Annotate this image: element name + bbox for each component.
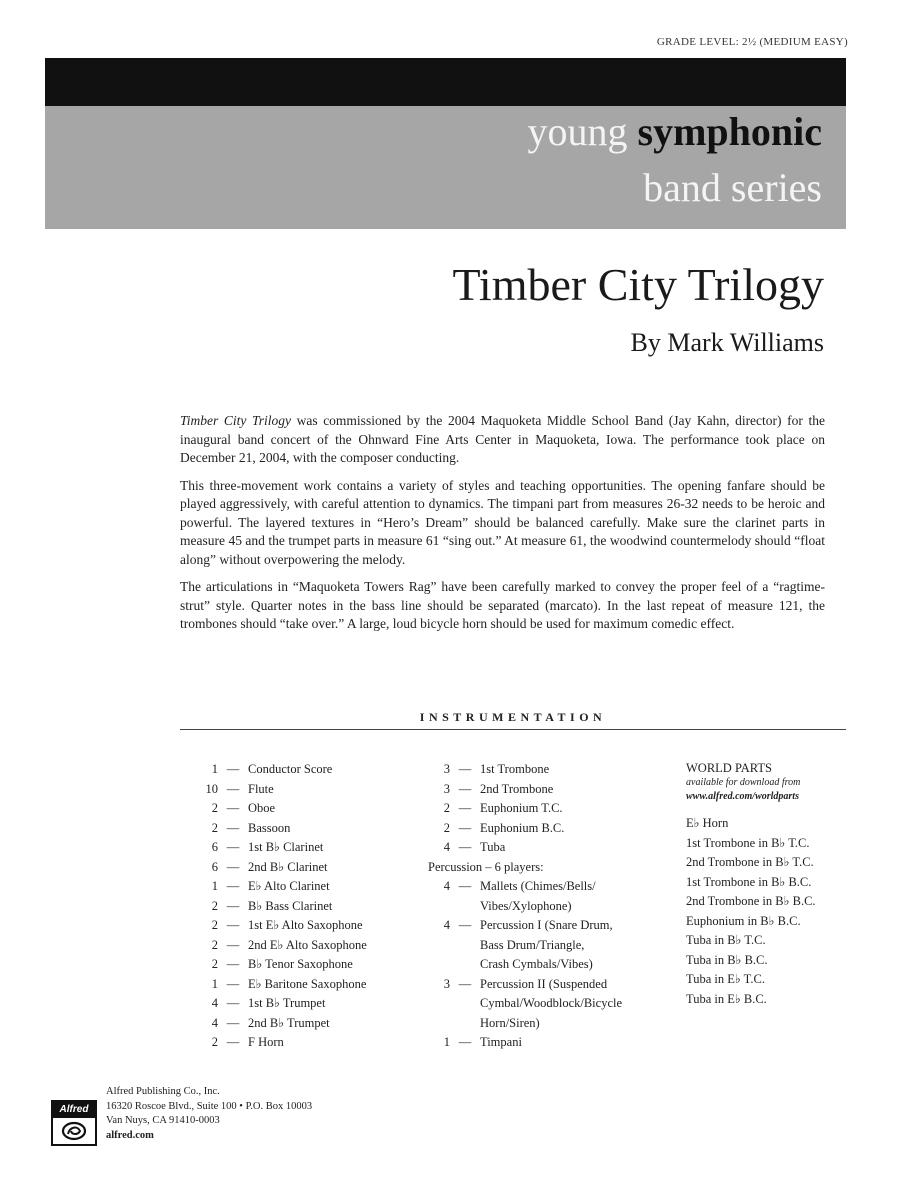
dash: — [226,879,240,893]
instrument-name: Euphonium T.C. [480,801,563,815]
instrument-count: 4 [443,918,450,932]
instrument-count: 2 [211,937,218,952]
publisher-website[interactable]: alfred.com [106,1129,154,1141]
instrument-row [428,780,622,800]
logo-text: Alfred [53,1102,95,1118]
instrument-count: 10 [205,781,218,796]
instrument-name: E♭ Alto Clarinet [248,879,330,893]
instrument-count: 2 [443,820,450,835]
instrument-name: Tuba [480,840,506,854]
alfred-logo [51,1100,97,1146]
dash: — [226,937,240,952]
dash: — [226,976,240,991]
instrument-row [196,858,367,878]
instrument-name: 2nd B♭ Trumpet [248,1015,330,1030]
instrument-row [196,955,367,975]
instrument-name: 1st B♭ Trumpet [248,996,326,1010]
dash: — [226,996,240,1010]
instrument-row [196,799,367,819]
instrument-row [196,1014,367,1034]
instrument-name: Oboe [248,801,276,815]
dash: — [226,918,240,932]
instrument-name: 1st E♭ Alto Saxophone [248,918,363,932]
world-part-item: 1st Trombone in B♭ T.C. [686,835,810,850]
instrument-name: 2nd E♭ Alto Saxophone [248,937,367,952]
instrument-name: Timpani [480,1035,522,1049]
description-paragraph-2: This three-movement work contains a variety of styles and teaching opportunities. The opening fanfare should be played aggressively, with careful attention to dynamics. The timpani part from measures 26-32 needs to be heroic and powerful. The layered textures in “Hero’s Dream” should be balanced carefully. Make sure the clarinet parts in measure 45 and the trumpet parts in measure 61 “sing out.” At measure 61, the woodwind countermelody should “float along” without overpowering the melody. [180,477,825,567]
dash: — [226,820,240,835]
composer: By Mark Williams [630,328,824,357]
instrument-continuation: Crash Cymbals/Vibes) [480,957,593,971]
instrument-row [196,819,367,839]
series-title-line2: band series [643,165,822,210]
series-banner [45,106,846,229]
publisher-address-2: Van Nuys, CA 91410-0003 [106,1115,220,1126]
dash: — [226,762,240,776]
publisher-address-1: 16320 Roscoe Blvd., Suite 100 • P.O. Box 10003 [106,1100,313,1112]
dash: — [458,879,472,893]
instrument-row [428,760,622,780]
dash: — [458,840,472,854]
instrument-row [428,799,622,819]
world-parts [686,760,816,1009]
world-part-item: 2nd Trombone in B♭ B.C. [686,894,816,908]
description-p1-text: was commissioned by the 2004 Maquoketa Middle School Band (Jay Kahn, director) for the inaugural band concert of the Ohnward Fine Arts Center in Maquoketa, Iowa. The performance took place on December 21, 2004, with the composer conducting. [180,413,825,465]
dash: — [458,820,472,835]
instrument-name: Mallets (Chimes/Bells/ [480,879,596,893]
series-light: young [527,109,628,154]
instrument-count: 2 [211,918,218,932]
logo-mark-icon [61,1121,87,1141]
world-parts-note: available for download from [686,777,801,788]
dash: — [458,1035,472,1049]
instrument-row [196,838,367,858]
percussion-label: Percussion – 6 players: [428,859,544,874]
instrument-row [196,877,367,897]
title-italic: Timber City Trilogy [180,413,291,428]
world-parts-heading: WORLD PARTS [686,761,772,775]
world-part-item: Euphonium in B♭ B.C. [686,913,801,928]
world-parts-list [686,814,816,1009]
instrument-name: Euphonium B.C. [480,820,565,835]
world-parts-link[interactable]: www.alfred.com/worldparts [686,791,799,802]
instrument-continuation: Cymbal/Woodblock/Bicycle [480,996,623,1010]
world-part-item: Tuba in E♭ T.C. [686,972,765,986]
instrument-count: 4 [443,840,450,854]
dash: — [458,976,472,991]
instrument-name: F Horn [248,1035,284,1049]
instrument-name: Flute [248,781,274,796]
instrument-name: 2nd B♭ Clarinet [248,859,328,874]
instrument-name: Percussion I (Snare Drum, [480,918,613,932]
instrumentation-heading: INSTRUMENTATION [419,710,607,724]
dash: — [226,781,240,796]
grade-level: GRADE LEVEL: 2½ (MEDIUM EASY) [656,36,848,48]
instrument-count: 1 [211,762,218,776]
header-banner-black [45,58,846,106]
instrument-row [196,936,367,956]
instrument-name: B♭ Tenor Saxophone [248,957,353,971]
instrument-count: 4 [211,996,218,1010]
instrument-count: 3 [443,781,450,796]
description-paragraph-3: The articulations in “Maquoketa Towers Rag” have been carefully marked to convey the proper feel of a “ragtime-strut” style. Quarter notes in the bass line should be separated (marcato). In the last repeat of measure 121, the trombones should “take over.” A large, loud bicycle horn should be used for maximum comedic effect. [180,579,825,631]
dash: — [226,859,240,874]
instrument-count: 2 [211,801,218,815]
world-part-item: 1st Trombone in B♭ B.C. [686,874,812,889]
instrument-count: 1 [211,976,218,991]
instrument-row [428,916,622,936]
instrument-count: 3 [443,976,450,991]
dash: — [226,957,240,971]
instrument-name: 1st B♭ Clarinet [248,840,324,854]
instrument-continuation: Horn/Siren) [480,1015,540,1030]
instrument-name: B♭ Bass Clarinet [248,898,333,913]
instrument-row [428,877,622,897]
publisher-name: Alfred Publishing Co., Inc. [106,1086,220,1097]
instrument-row [196,760,367,780]
instrument-row [196,975,367,995]
instrument-row [196,1033,367,1053]
series-title-line1 [527,109,823,154]
instrument-row [196,916,367,936]
instrument-count: 2 [211,1035,218,1049]
instrument-name: E♭ Baritone Saxophone [248,976,367,991]
instrument-continuation: Bass Drum/Triangle, [480,937,585,952]
description [180,412,825,643]
instrument-name: Percussion II (Suspended [480,976,608,991]
instrument-row [428,975,622,995]
dash: — [458,918,472,932]
publisher-info [106,1085,312,1143]
dash: — [458,801,472,815]
dash: — [226,1015,240,1030]
instrument-row [196,994,367,1014]
instrument-count: 3 [443,762,450,776]
dash: — [226,898,240,913]
world-part-item: Tuba in B♭ B.C. [686,952,768,967]
instrument-list-column-2 [428,760,622,1053]
instrument-row [196,897,367,917]
series-bold: symphonic [637,109,822,154]
instrument-count: 4 [211,1015,218,1030]
dash: — [458,762,472,776]
instrument-row [428,819,622,839]
instrument-name: 1st Trombone [480,762,550,776]
instrument-count: 2 [443,801,450,815]
dash: — [226,840,240,854]
world-part-item: Tuba in E♭ B.C. [686,991,767,1006]
piece-title: Timber City Trilogy [452,259,824,310]
instrument-count: 2 [211,898,218,913]
description-paragraph-1 [180,412,825,468]
instrument-count: 1 [443,1035,450,1049]
instrument-name: Bassoon [248,820,291,835]
instrument-name: 2nd Trombone [480,781,554,796]
instrument-count: 2 [211,820,218,835]
world-part-item: E♭ Horn [686,816,729,830]
instrument-row [428,1033,622,1053]
instrument-name: Conductor Score [248,762,333,776]
instrument-row [196,780,367,800]
world-part-item: 2nd Trombone in B♭ T.C. [686,855,814,869]
instrument-count: 6 [211,859,218,874]
instrument-count: 1 [211,879,218,893]
instrument-continuation: Vibes/Xylophone) [480,898,572,913]
instrument-list-column-1 [196,760,367,1053]
dash: — [458,781,472,796]
instrument-count: 2 [211,957,218,971]
dash: — [226,801,240,815]
instrument-row [428,838,622,858]
instrument-count: 4 [443,879,450,893]
world-part-item: Tuba in B♭ T.C. [686,933,766,947]
instrumentation-divider [180,729,846,730]
dash: — [226,1035,240,1049]
instrument-count: 6 [211,840,218,854]
